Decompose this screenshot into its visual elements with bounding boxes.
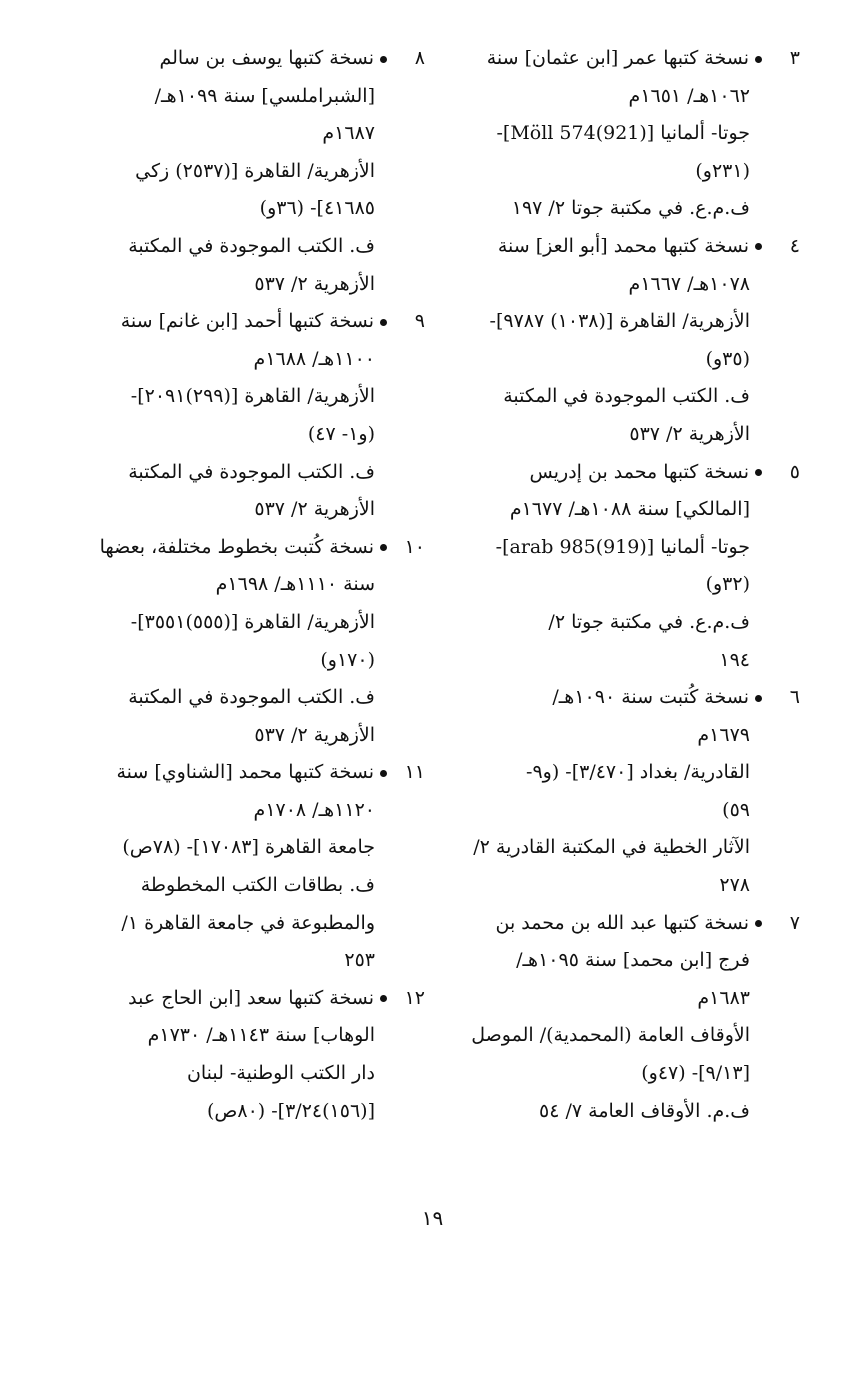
manuscript-entry: [440, 40, 800, 228]
entry-line: ف. الكتب الموجودة في المكتبة: [128, 234, 375, 257]
entry-line: ٢٧٨: [719, 874, 750, 897]
entry-line: نسخة كتبها محمد [الشناوي] سنة: [116, 761, 374, 784]
entry-line: فرج [ابن محمد] سنة ١٠٩٥هـ/: [516, 949, 750, 972]
bullet-icon: [755, 243, 762, 250]
manuscript-entry: [40, 303, 425, 529]
entry-line: نسخة كتبها محمد [أبو العز] سنة: [497, 234, 749, 257]
page-number: ١٩: [421, 1206, 444, 1230]
entry-line: الأزهرية/ القاهرة [(١٠٣٨) ٩٧٨٧]-: [489, 310, 750, 333]
entry-line: دار الكتب الوطنية- لبنان: [186, 1062, 375, 1085]
entry-line: نسخة كتبها يوسف بن سالم: [159, 47, 374, 69]
entry-number: ٤: [789, 234, 800, 257]
entry-line: جوتا- ألمانيا [arab 985(919)]-: [495, 535, 750, 558]
entry-line: الأزهرية/ القاهرة [(٢٩٩)٢٠٩١]-: [130, 385, 375, 408]
entry-line: ٤١٦٨٥]- (٣٦و): [259, 197, 375, 220]
bullet-icon: [380, 319, 387, 326]
entry-line: [(١٥٦)٣/٢٤]- (٨٠ص): [206, 1099, 375, 1122]
entry-line: ف. الكتب الموجودة في المكتبة: [128, 460, 375, 483]
manuscript-entry: [440, 679, 800, 905]
entry-line: الأزهرية/ القاهرة [(٢٥٣٧) زكي: [135, 159, 375, 182]
entry-line: [المالكي] سنة ١٠٨٨هـ/ ١٦٧٧م: [509, 498, 750, 521]
entry-line: ف.م.ع. في مكتبة جوتا ٢/: [548, 610, 750, 633]
entry-line: القادرية/ بغداد [٣/٤٧٠]- (و٩-: [526, 761, 750, 784]
entry-line: (٣٥و): [705, 347, 750, 370]
entry-number: ٨: [414, 47, 425, 69]
entry-line: [٩/١٣]- (٤٧و): [641, 1062, 750, 1085]
entry-number: ٣: [789, 47, 800, 69]
entry-line: ف. الكتب الموجودة في المكتبة: [503, 385, 750, 408]
manuscript-entry: [40, 40, 425, 303]
entry-line: ١٩٤: [719, 648, 750, 671]
entry-line: [الشبراملسي] سنة ١٠٩٩هـ/: [154, 84, 375, 107]
entry-line: نسخة كُتبت سنة ١٠٩٠هـ/: [552, 686, 749, 709]
bullet-icon: [755, 469, 762, 476]
entry-number: ١٠: [404, 535, 425, 558]
entry-line: نسخة كتبها سعد [ابن الحاج عبد: [128, 986, 374, 1009]
manuscript-entry: [440, 228, 800, 454]
entry-line: ١٦٨٣م: [697, 986, 750, 1009]
manuscript-entry: [440, 454, 800, 680]
entry-line: ف.م. الأوقاف العامة ٧/ ٥٤: [539, 1099, 750, 1122]
entry-line: ١٠٧٨هـ/ ١٦٦٧م: [628, 272, 750, 295]
entry-line: ف. الكتب الموجودة في المكتبة: [128, 686, 375, 709]
entry-line: نسخة كتبها أحمد [ابن غانم] سنة: [120, 310, 374, 333]
entry-line: نسخة كتبها محمد بن إدريس: [529, 460, 749, 483]
entry-line: ف. بطاقات الكتب المخطوطة: [140, 874, 375, 897]
entry-line: جوتا- ألمانيا [Möll 574(921)]-: [496, 122, 750, 145]
entry-number: ٧: [789, 911, 800, 934]
entry-line: الأزهرية ٢/ ٥٣٧: [254, 498, 375, 521]
bullet-icon: [755, 56, 762, 63]
bullet-icon: [755, 920, 762, 927]
entry-line: (و١- ٤٧): [307, 422, 375, 445]
entry-line: ١٦٨٧م: [322, 122, 375, 145]
bullet-icon: [380, 770, 387, 777]
entry-line: الأزهرية ٢/ ٥٣٧: [254, 272, 375, 295]
entry-line: نسخة كتبها عمر [ابن عثمان] سنة: [486, 47, 749, 69]
entry-number: ١٢: [404, 986, 425, 1009]
entry-line: الأزهرية/ القاهرة [(٥٥٥)٣٥٥١]-: [130, 610, 375, 633]
entry-line: (٢٣١و): [695, 159, 750, 182]
bullet-icon: [380, 56, 387, 63]
bullet-icon: [755, 695, 762, 702]
entry-number: ٥: [789, 460, 800, 483]
entry-line: (٣٢و): [705, 573, 750, 596]
manuscript-entry: [40, 529, 425, 755]
entry-line: الأزهرية ٢/ ٥٣٧: [629, 422, 750, 445]
entry-line: ١٦٧٩م: [697, 723, 750, 746]
entry-line: ٢٥٣: [344, 949, 375, 972]
entry-line: ١١٢٠هـ/ ١٧٠٨م: [253, 798, 375, 821]
entry-line: والمطبوعة في جامعة القاهرة ١/: [121, 911, 375, 934]
entry-number: ٩: [414, 310, 425, 333]
right-column: [440, 40, 800, 1130]
entry-line: الآثار الخطية في المكتبة القادرية ٢/: [473, 836, 750, 859]
entry-number: ١١: [404, 761, 425, 784]
entry-line: ٥٩): [722, 798, 750, 821]
entry-line: جامعة القاهرة [١٧٠٨٣]- (٧٨ص): [122, 836, 375, 859]
entry-line: سنة ١١١٠هـ/ ١٦٩٨م: [215, 573, 375, 596]
entry-line: الوهاب] سنة ١١٤٣هـ/ ١٧٣٠م: [147, 1024, 375, 1047]
entry-line: ف.م.ع. في مكتبة جوتا ٢/ ١٩٧: [511, 197, 750, 220]
entry-line: الأوقاف العامة (المحمدية)/ الموصل: [471, 1024, 750, 1047]
entry-line: نسخة كتبها عبد الله بن محمد بن: [495, 911, 749, 934]
entry-line: نسخة كُتبت بخطوط مختلفة، بعضها: [99, 535, 374, 558]
entry-line: ١١٠٠هـ/ ١٦٨٨م: [253, 347, 375, 370]
entry-line: (١٧٠و): [320, 648, 375, 671]
manuscript-entry: [40, 754, 425, 980]
manuscript-entry: [440, 905, 800, 1131]
left-column: [40, 40, 425, 1130]
entry-line: الأزهرية ٢/ ٥٣٧: [254, 723, 375, 746]
entry-number: ٦: [789, 686, 800, 709]
entry-line: ١٠٦٢هـ/ ١٦٥١م: [628, 84, 750, 107]
bullet-icon: [380, 544, 387, 551]
manuscript-entry: [40, 980, 425, 1130]
bullet-icon: [380, 995, 387, 1002]
